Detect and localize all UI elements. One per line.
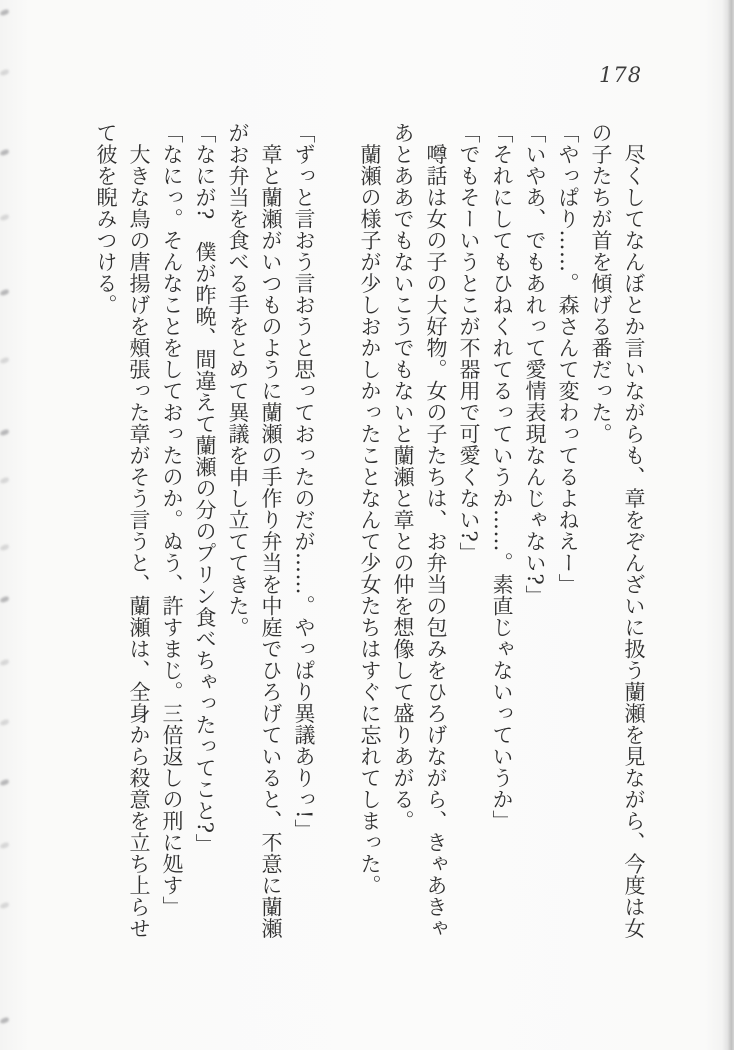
text-column: 「なにっ。そんなことをしておったのか。ぬう、許すまじ。三倍返しの刑に処す」: [160, 122, 184, 918]
scan-artifact: [0, 902, 10, 910]
text-column: 「いやあ、でもあれって愛情表現なんじゃない?」: [523, 122, 547, 607]
scan-artifact: [0, 69, 10, 77]
text-column: 大きな鳥の唐揚げを頰張った章がそう言うと、蘭瀬は、全身から殺意を立ち上らせ: [127, 122, 151, 939]
text-column: 「ずっと言おう言おうと思っておったのだが……。やっぱり異議ありっ!」: [292, 122, 316, 841]
scan-artifact: [0, 477, 10, 485]
scan-artifact: [0, 214, 10, 222]
text-column: 蘭瀬の様子が少しおかしかったことなんて少女たちはすぐに忘れてしまった。: [358, 122, 382, 896]
scan-artifact: [0, 289, 10, 297]
text-column: の子たちが首を傾げる番だった。: [589, 122, 613, 445]
scan-artifact: [0, 779, 10, 787]
page-edge-shadow: [722, 0, 734, 1050]
text-column: て彼を睨みつける。: [94, 122, 118, 316]
text-column: 「なにが? 僕が昨晩、間違えて蘭瀬の分のプリン食べちゃったってこと?」: [193, 122, 217, 856]
scan-artifact: [0, 596, 10, 604]
scan-artifact: [0, 842, 10, 850]
novel-text-block: [84, 122, 650, 940]
scan-artifact: [0, 544, 10, 552]
text-column: 「それにしてもひねくれてるっていうか……。素直じゃないっていうか」: [490, 122, 514, 832]
text-column: 噂話は女の子の大好物。女の子たちは、お弁当の包みをひろげながら、きゃあきゃ: [424, 122, 448, 939]
scan-artifact: [0, 149, 10, 157]
text-column: 章と蘭瀬がいつものように蘭瀬の手作り弁当を中庭でひろげていると、不意に蘭瀬: [259, 122, 283, 939]
scan-artifact: [0, 719, 10, 727]
text-column: がお弁当を食べる手をとめて異議を申し立ててきた。: [226, 122, 250, 638]
scan-artifact: [0, 429, 10, 437]
page-number: 178: [599, 63, 643, 87]
text-column: 「やっぱり……。森さんて変わってるよねえー」: [556, 122, 580, 595]
scene-break-column: [320, 122, 353, 940]
text-column: あとああでもないこうでもないと蘭瀬と章との仲を想像して盛りあがる。: [391, 122, 415, 832]
scan-artifact: [0, 659, 10, 667]
text-column: 「でもそーいうとこが不器用で可愛くない?」: [457, 122, 481, 564]
scan-artifact: [0, 9, 10, 17]
scan-artifact: [0, 357, 10, 365]
scan-artifact: [0, 1017, 10, 1025]
text-column: 尽くしてなんぼとか言いながらも、章をぞんざいに扱う蘭瀬を見ながら、今度は女: [622, 122, 646, 939]
